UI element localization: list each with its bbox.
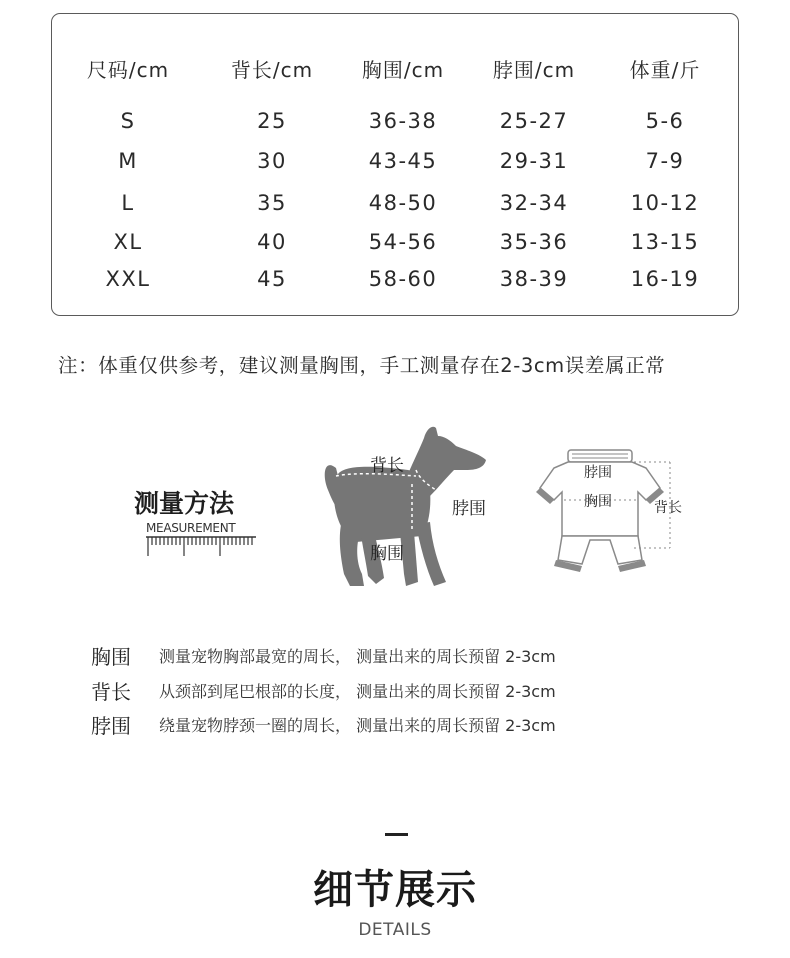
table-cell: M (118, 149, 138, 173)
definition-text: 从颈部到尾巴根部的长度， 测量出来的周长预留 2-3cm (159, 682, 556, 701)
header-weight: 体重/斤 (629, 58, 701, 82)
table-cell: XL (113, 230, 143, 254)
table-cell: 5-6 (645, 109, 685, 133)
measurement-subtitle: MEASUREMENT (146, 521, 236, 535)
definition-text: 绕量宠物脖颈一圈的周长， 测量出来的周长预留 2-3cm (159, 716, 556, 735)
table-cell: 35 (257, 191, 287, 215)
dog-label-chest: 胸围 (370, 544, 404, 564)
table-cell: 35-36 (499, 230, 569, 254)
header-back-length: 背长/cm (230, 58, 314, 82)
table-cell: 10-12 (630, 191, 700, 215)
details-title: 细节展示 (313, 867, 477, 913)
measurement-title: 测量方法 (134, 489, 235, 518)
table-cell: 38-39 (499, 267, 569, 291)
definition-row (91, 710, 556, 739)
details-subtitle: DETAILS (358, 920, 432, 940)
table-cell: L (121, 191, 135, 215)
dog-label-back-length: 背长 (370, 456, 404, 476)
section-divider (385, 833, 408, 836)
table-cell: 32-34 (499, 191, 569, 215)
definition-term: 背长 (91, 680, 131, 704)
header-size: 尺码/cm (86, 58, 170, 82)
table-cell: 45 (257, 267, 287, 291)
garment-label-chest: 胸围 (584, 494, 612, 510)
table-cell: 48-50 (368, 191, 438, 215)
size-table (51, 13, 739, 316)
table-cell: 29-31 (499, 149, 569, 173)
table-cell: 25 (257, 109, 287, 133)
ruler-icon (146, 536, 256, 558)
definition-row (91, 676, 556, 705)
definition-row (91, 641, 556, 670)
header-neck: 脖围/cm (492, 58, 576, 82)
garment-label-neck: 脖围 (584, 465, 612, 481)
table-cell: 43-45 (368, 149, 438, 173)
table-cell: 58-60 (368, 267, 438, 291)
table-cell: XXL (105, 267, 151, 291)
definition-term: 脖围 (91, 714, 131, 738)
table-cell: 54-56 (368, 230, 438, 254)
table-cell: 36-38 (368, 109, 438, 133)
table-cell: 16-19 (630, 267, 700, 291)
definition-term: 胸围 (91, 645, 131, 669)
garment-label-back-length: 背长 (654, 500, 682, 516)
table-cell: S (120, 109, 136, 133)
table-cell: 13-15 (630, 230, 700, 254)
dog-label-neck: 脖围 (452, 499, 486, 519)
table-cell: 30 (257, 149, 287, 173)
size-note: 注：体重仅供参考，建议测量胸围，手工测量存在2-3cm误差属正常 (58, 354, 666, 377)
table-cell: 25-27 (499, 109, 569, 133)
table-cell: 40 (257, 230, 287, 254)
table-cell: 7-9 (645, 149, 685, 173)
definition-text: 测量宠物胸部最宽的周长， 测量出来的周长预留 2-3cm (159, 647, 556, 666)
header-chest: 胸围/cm (361, 58, 445, 82)
